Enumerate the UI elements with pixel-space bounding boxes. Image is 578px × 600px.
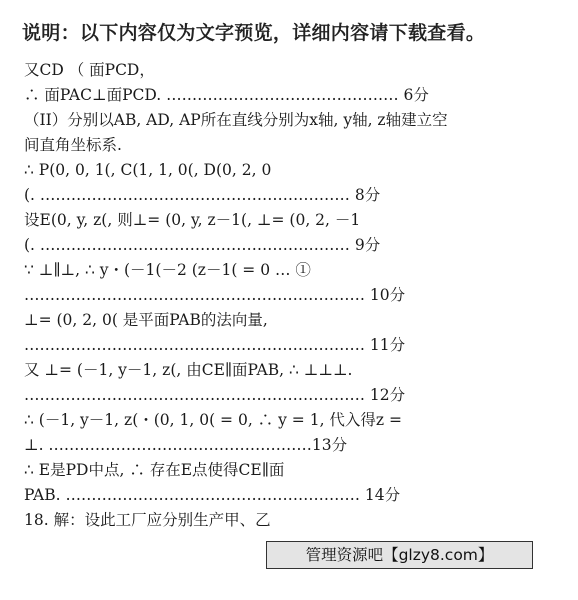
text-line: （II）分别以AB, AD, AP所在直线分别为x轴, y轴, z轴建立空 [24,111,448,129]
text-line: ∴ E是PD中点, ∴ 存在E点使得CE∥面 [24,461,285,479]
text-line: ∴ (－1, y－1, z(・(0, 1, 0( = 0, ∴ y = 1, 代入得z = [24,411,403,429]
preview-notice: 说明：以下内容仅为文字预览，详细内容请下载查看。 [22,22,486,44]
text-line: ………………………………………………………… 10分 [24,286,406,304]
text-line: (. …………………………………………………… 8分 [24,186,381,204]
text-line: ………………………………………………………… 11分 [24,336,406,354]
text-line: (. …………………………………………………… 9分 [24,236,381,254]
text-line: 又CD （ 面PCD， [24,61,155,79]
solution-text [24,58,560,533]
text-line: ………………………………………………………… 12分 [24,386,406,404]
text-line: PAB. ………………………………………………… 14分 [24,486,401,504]
text-line: 又 ⊥= (－1, y－1, z(, 由CE∥面PAB, ∴ ⊥⊥⊥. [24,361,353,379]
text-line: ∵ ⊥∥⊥, ∴ y・(－1(－2 (z－1( = 0 … ① [24,261,311,279]
text-line: 18. 解：设此工厂应分别生产甲、乙 [24,511,271,529]
text-line: ∴ P(0, 0, 1(, C(1, 1, 0(, D(0, 2, 0 [24,161,272,179]
text-line: 设E(0, y, z(, 则⊥= (0, y, z－1(, ⊥= (0, 2, －1 [24,211,361,229]
text-line: 间直角坐标系. [24,136,122,154]
text-line: ⊥= (0, 2, 0( 是平面PAB的法向量, [24,311,268,329]
text-line: ∴ 面PAC⊥面PCD. ……………………………………… 6分 [24,86,429,104]
text-line: ⊥. ……………………………………………13分 [24,436,348,454]
watermark-banner: 管理资源吧【glzy8.com】 [266,541,533,569]
